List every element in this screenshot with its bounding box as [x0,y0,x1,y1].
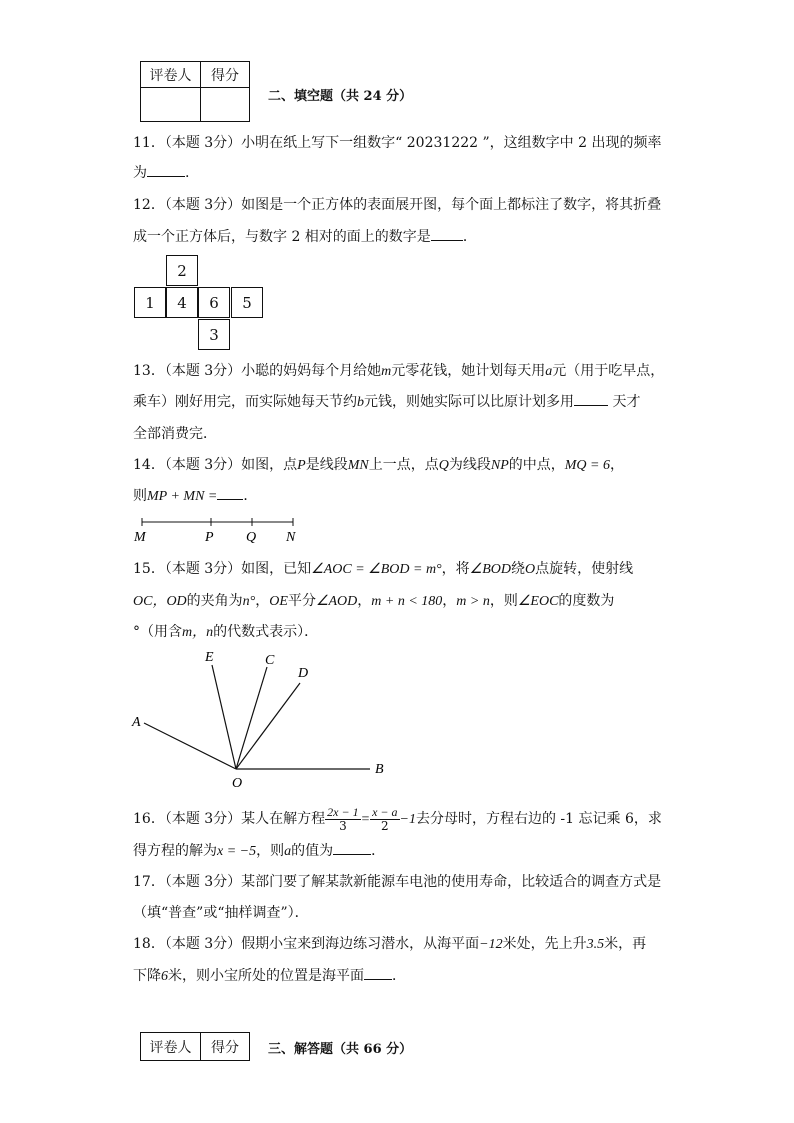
label-P: P [205,530,214,545]
net-face: 6 [198,287,230,318]
question-13-line2: 乘车）刚好用完，而实际她每天节约b元钱，则她实际可以比原计划多用 天才 [133,394,641,410]
label-O: O [232,776,243,791]
question-13-line1: 13．（本题 3分）小聪的妈妈每个月给她m元零花钱，她计划每天用a元（用于吃早点， [133,363,665,379]
net-face: 5 [231,287,263,318]
answer-blank[interactable] [147,164,185,177]
question-17-line2: （填“普查”或“抽样调查”）． [133,905,309,921]
fraction-left: $\frac{2x - 1}{3}$ [327,804,359,833]
fraction-right: $\frac{x - a}{2}$ [372,804,398,833]
label-E: E [205,650,214,665]
question-11-line1: 11．（本题 3分）小明在纸上写下一组数字“ 20231222 ”，这组数字中 2 出现的频率 [133,135,662,151]
question-14-line2: 则MP + MN = ． [133,488,258,504]
question-16-line1: 16．（本题 3分）某人在解方程 $\frac{2x - 1}{3}$ = $\frac{x - a}{2}$ −1去分母时，方程右边的 -1 忘记乘 6，求 [133,804,662,833]
question-13-line3: 全部消费完． [133,426,217,442]
answer-blank[interactable] [333,842,371,855]
label-M: M [134,530,146,545]
net-face-top: 2 [166,255,198,286]
question-18-line2: 下降6米，则小宝所处的位置是海平面 ． [133,968,406,984]
net-face: 1 [134,287,166,318]
ray-OD [236,683,300,769]
score-box-score-label: 得分 [201,1033,250,1061]
ray-OA [144,723,236,769]
label-A: A [132,715,141,730]
section-title-fill-blank: 二、填空题（共 24 分） [268,89,413,104]
question-11-line2: 为 . [133,165,190,181]
score-box-score-cell[interactable] [201,88,250,122]
question-18-line1: 18．（本题 3分）假期小宝来到海边练习潜水，从海平面−12米处，先上升3.5米，再 [133,936,647,952]
question-17-line1: 17．（本题 3分）某部门要了解某款新能源车电池的使用寿命，比较适合的调查方式是 [133,874,662,890]
section-title-solutions: 三、解答题（共 66 分） [268,1042,413,1057]
ray-OE [212,665,236,769]
score-box [140,1032,250,1061]
answer-blank[interactable] [431,228,463,241]
ray-OC [236,667,267,769]
answer-blank[interactable] [217,487,243,500]
score-box-grader-label: 评卷人 [141,1033,201,1061]
label-B: B [375,762,384,777]
label-C: C [265,653,275,668]
net-face-bottom: 3 [198,319,230,350]
question-15-line2: OC，OD的夹角为n°，OE平分∠AOD，m + n < 180，m > n，则∠EOC的度数为 [133,593,615,609]
label-N: N [286,530,296,545]
segment-figure [128,512,308,546]
answer-blank[interactable] [364,967,392,980]
score-box-grader-cell[interactable] [141,88,201,122]
score-box [140,61,250,122]
question-14-line1: 14．（本题 3分）如图，点P是线段MN上一点，点Q为线段NP的中点，MQ = 6， [133,457,624,473]
net-face: 4 [166,287,198,318]
score-box-score-label: 得分 [201,62,250,88]
score-box-grader-label: 评卷人 [141,62,201,88]
question-16-line2: 得方程的解为x = −5，则a的值为 ． [133,843,386,859]
label-Q: Q [246,530,257,545]
question-15-line3: °（用含m，n的代数式表示）． [133,624,319,640]
label-D: D [298,666,309,681]
question-12-line2: 成一个正方体后，与数字 2 相对的面上的数字是 ． [133,229,477,245]
angle-figure [128,645,398,793]
question-15-line1: 15．（本题 3分）如图，已知∠AOC = ∠BOD = m°，将∠BOD绕O点旋转，使射线 [133,561,634,577]
answer-blank[interactable] [574,393,608,406]
question-12-line1: 12．（本题 3分）如图是一个正方体的表面展开图，每个面上都标注了数字，将其折叠 [133,197,662,213]
